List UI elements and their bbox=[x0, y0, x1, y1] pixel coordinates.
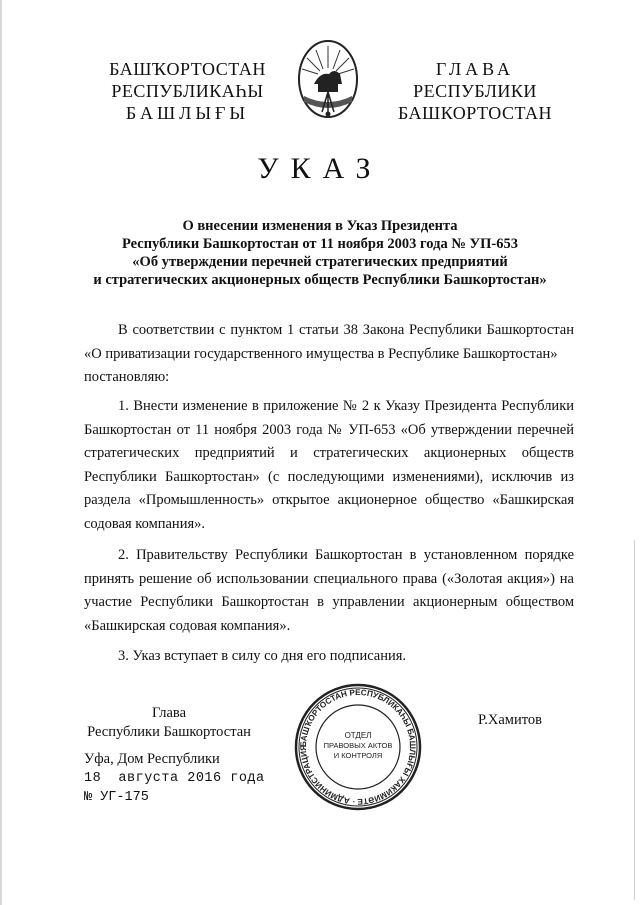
bashkortostan-emblem-icon bbox=[296, 38, 360, 120]
subject-line: Республики Башкортостан от 11 ноября 2003 года № УП-653 bbox=[121, 236, 519, 252]
stamp-center-line: ОТДЕЛ bbox=[344, 731, 372, 740]
clause-3 bbox=[84, 645, 574, 669]
document-type-title: УКАЗ bbox=[257, 152, 383, 185]
header-right-line: РЕСПУБЛИКИ bbox=[413, 81, 537, 101]
place-date-number bbox=[84, 750, 265, 807]
clause-1 bbox=[84, 395, 574, 536]
official-stamp bbox=[293, 682, 423, 812]
header-left-line: БАШҠОРТОСТАН bbox=[109, 59, 266, 79]
signatory-title-line: Республики Башкортостан bbox=[87, 724, 251, 740]
header-right-line: ГЛАВА bbox=[435, 59, 515, 79]
signatory-title-line: Глава bbox=[151, 705, 187, 721]
stamp-ring-text: БАШҠОРТОСТАН РЕСПУБЛИКАҺЫ БАШЛЫҒЫ ХАКИМИӘТЕ · АДМИНИСТРАЦИЯ bbox=[298, 687, 418, 807]
subject-line: О внесении изменения в Указ Президента bbox=[182, 218, 458, 234]
header-right-line: БАШКОРТОСТАН bbox=[397, 103, 553, 123]
stamp-center-line: И КОНТРОЛЯ bbox=[333, 751, 383, 760]
preamble-text: В соответствии с пунктом 1 статьи 38 Закона Республики Башкортостан «О приватизации государственного имущества в Республике Башкортостан» bbox=[84, 322, 574, 362]
place: Уфа, Дом Республики bbox=[84, 751, 220, 767]
header-left-line: РЕСПУБЛИКАҺЫ bbox=[111, 81, 264, 101]
clause-text: 3. Указ вступает в силу со дня его подписания. bbox=[118, 648, 407, 664]
header-right bbox=[395, 58, 555, 124]
clause-text: 2. Правительству Республики Башкортостан в установленном порядке принять решение об использовании специального права («Золотая акция») на участие Республики Башкортостан в управлении акционерным обществом «Башкирская содовая компания». bbox=[84, 547, 574, 634]
clause-text: 1. Внести изменение в приложение № 2 к Указу Президента Республики Башкортостан от 11 ноября 2003 года № УП-653 «Об утверждении перечней стратегических предприятий и стратегических акционерных обществ Республики Башкортостан» (с последующими изменениями), исключив из раздела «Промышленность» открытое акционерное общество «Башкирская содовая компания». bbox=[84, 398, 574, 532]
preamble bbox=[84, 319, 574, 390]
preamble-end: постановляю: bbox=[84, 369, 170, 385]
decree-number: № УГ-175 bbox=[84, 790, 149, 805]
header-left-line: БАШЛЫҒЫ bbox=[125, 103, 250, 123]
subject-line: и стратегических акционерных обществ Республики Башкортостан» bbox=[93, 272, 547, 288]
signatory-title bbox=[84, 704, 254, 742]
decree-subject bbox=[60, 217, 580, 289]
signer-name: Р.Хамитов bbox=[478, 712, 542, 728]
header-left bbox=[105, 58, 270, 124]
scan-edge bbox=[634, 540, 635, 900]
stamp-center-line: ПРАВОВЫХ АКТОВ bbox=[323, 741, 393, 750]
decree-date: 18 августа 2016 года bbox=[84, 771, 265, 786]
clause-2 bbox=[84, 544, 574, 638]
scan-edge bbox=[0, 0, 2, 905]
subject-line: «Об утверждении перечней стратегических предприятий bbox=[132, 254, 508, 270]
